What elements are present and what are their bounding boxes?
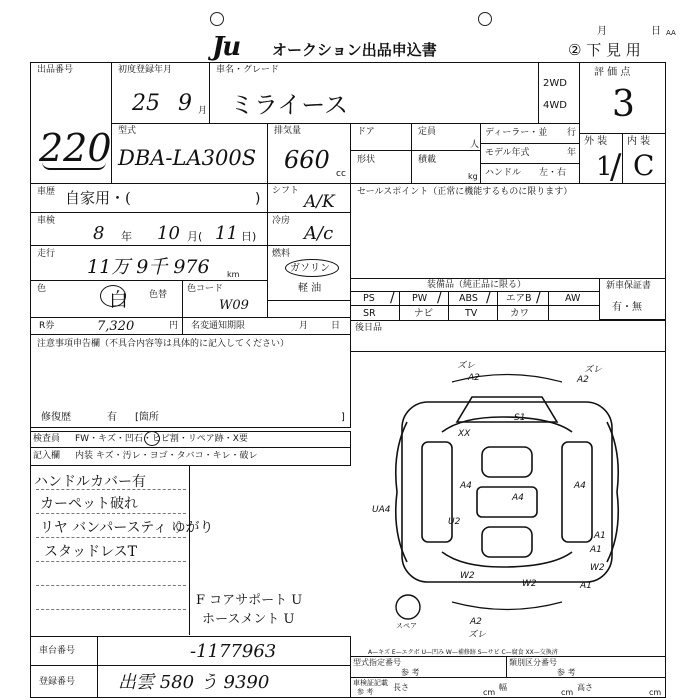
damage-mark: A2 <box>577 375 589 385</box>
damage-mark: ズレ <box>584 365 603 375</box>
car-name-cell[interactable]: 車名・グレード ミライース <box>209 62 539 124</box>
dealer-cell[interactable]: ディーラー・並 行 <box>480 123 580 144</box>
remark-line: ハンドルカバー有 <box>34 474 146 490</box>
model-cell[interactable]: 型式 DBA-LA300S <box>111 123 268 184</box>
recycle-cell[interactable]: R券 7,320 円 <box>30 317 183 335</box>
equip-check-mark: / <box>437 290 442 306</box>
vehicle-diagram[interactable] <box>352 352 666 650</box>
remark-line: カーペット破れ <box>40 496 138 512</box>
equip-pw[interactable]: PW <box>399 291 449 306</box>
equip-check-mark: / <box>390 290 395 306</box>
reg-value: 出雲 580 う 9390 <box>118 672 270 693</box>
day-label: 日 <box>651 26 661 37</box>
damage-mark: XX <box>458 429 471 439</box>
grade-cell[interactable]: 評 価 点 3 <box>579 62 666 134</box>
inspection-month: 10 <box>157 223 180 244</box>
equip-abs[interactable]: ABS <box>448 291 498 306</box>
ac-cell[interactable]: 冷房 A/c <box>267 212 351 246</box>
shape-cell[interactable]: 形状 <box>350 150 412 184</box>
displacement-value: 660 <box>284 146 330 174</box>
damage-legend: A—キズ E—エクボ U—凹み W—補修跡 S—サビ C—腐食 XX—交換済 <box>368 649 558 656</box>
equip-leather[interactable]: カワ <box>497 305 549 321</box>
equipment-grid <box>350 291 600 321</box>
interior-grade-cell[interactable]: 内 装 C <box>622 133 666 184</box>
header <box>0 26 700 62</box>
equip-check-mark: / <box>536 290 541 306</box>
remarks-area[interactable] <box>30 465 214 635</box>
damage-mark: W2 <box>460 571 475 581</box>
equip-ps[interactable]: PS <box>350 291 400 306</box>
recycle-value: 7,320 <box>97 319 135 334</box>
mileage-cell[interactable]: 走行 11万 9千 976 km <box>30 245 268 281</box>
drive-cell[interactable]: 2WD 4WD <box>538 62 580 124</box>
first-reg-month: 9 <box>178 91 192 116</box>
category-cell[interactable]: 類別区分番号 参 考 <box>506 656 666 678</box>
notes-cell[interactable]: 注意事項申告欄（不具合内容等は具体的に記入してください） 修復歴 有 [箇所 ] <box>30 334 351 428</box>
damage-mark: A1 <box>580 581 592 591</box>
handle-cell[interactable]: ハンドル 左・右 <box>480 163 580 184</box>
reg-value-cell[interactable] <box>97 665 351 698</box>
model-year-cell[interactable]: モデル年式 年 <box>480 143 580 164</box>
inspector-mark-circle <box>144 431 160 446</box>
remark-line: スタッドレスT <box>44 544 137 560</box>
spare-tire-icon <box>396 595 420 619</box>
lot-number-value: 220 <box>39 126 112 170</box>
exterior-grade-value: 1 <box>596 152 613 182</box>
damage-mark: ズレ <box>457 361 476 371</box>
binder-hole <box>478 12 492 26</box>
history-value: 自家用・( <box>65 189 131 207</box>
car-outline <box>396 375 619 610</box>
damage-mark: A4 <box>512 493 524 503</box>
damage-mark: W2 <box>590 563 605 573</box>
chassis-label-cell: 車台番号 <box>30 636 98 666</box>
copy-label: ② 下 見 用 <box>568 41 641 59</box>
interior-grade-value: C <box>633 149 655 182</box>
equip-aw[interactable]: AW <box>548 291 600 306</box>
damage-mark: A4 <box>460 481 472 491</box>
inspection-day: 11 <box>215 223 238 244</box>
equip-sr[interactable]: SR <box>350 305 400 321</box>
shift-cell[interactable]: シフト A/K <box>267 183 351 213</box>
chassis-value: -1177963 <box>190 641 277 662</box>
lot-number-underline <box>42 162 106 170</box>
inspector-row1[interactable]: 検査員 FW・キズ・凹石・ヒビ割・リペア跡・X要 <box>30 431 351 448</box>
sales-point-cell[interactable]: セールスポイント（正常に機能するものに限ります） <box>350 183 666 279</box>
remark-line: F コアサポート U <box>196 593 303 608</box>
damage-mark: A4 <box>574 481 586 491</box>
month-label: 月 <box>597 26 607 37</box>
binder-hole <box>210 12 224 26</box>
name-change-cell[interactable]: 名変通知期限 月 日 <box>182 317 351 335</box>
auction-logo: Ju <box>212 32 240 62</box>
exterior-grade-cell[interactable]: 外 装 1 <box>579 133 623 184</box>
grade-slash: / <box>610 147 622 187</box>
color-code-value: W09 <box>219 298 249 313</box>
displacement-cell[interactable]: 排気量 660 cc <box>267 123 351 184</box>
remark-line: ホースメント U <box>202 612 295 627</box>
fuel-cell[interactable]: 燃料 ガソリン 軽 油 <box>267 245 351 301</box>
damage-mark: S1 <box>514 413 526 423</box>
damage-mark: ズレ <box>468 630 487 640</box>
equip-airbag[interactable]: エアB <box>497 291 549 306</box>
type-designation-cell[interactable]: 型式指定番号 参 考 <box>350 656 507 678</box>
chassis-value-cell[interactable] <box>97 636 351 666</box>
first-reg-year: 25 <box>132 91 160 116</box>
damage-mark: UA4 <box>372 505 391 515</box>
ac-value: A/c <box>304 223 334 244</box>
capacity-cell[interactable]: 定員 人 <box>411 123 481 151</box>
lot-number-cell[interactable]: 出品番号 220 <box>30 62 112 184</box>
damage-mark: A1 <box>590 545 602 555</box>
equipment-header: 装備品（純正品に限る） <box>350 278 600 292</box>
spare-label: スペア <box>396 622 417 630</box>
color-value: 白 <box>109 289 129 311</box>
mileage-value: 11万 9千 976 <box>87 256 210 278</box>
damage-mark: U2 <box>448 517 461 527</box>
damage-mark: A2 <box>470 617 482 627</box>
history-cell[interactable]: 車歴 自家用・( ) <box>30 183 268 213</box>
car-name-value: ミライース <box>230 91 349 119</box>
inspector-row2[interactable]: 記入欄 内装 キズ・汚レ・ヨゴ・タバコ・キレ・破レ <box>30 447 351 466</box>
extra-remarks-area[interactable] <box>190 580 350 636</box>
equip-navi[interactable]: ナビ <box>399 305 449 321</box>
color-circle <box>100 285 126 307</box>
color-cell[interactable]: 色 白 色替 <box>30 280 183 318</box>
fuel-circle <box>285 259 339 277</box>
load-cell[interactable]: 積載 kg <box>411 150 481 184</box>
equip-tv[interactable]: TV <box>448 305 498 321</box>
first-reg-cell[interactable]: 初度登録年月 25 9 月 <box>111 62 210 124</box>
grade-value: 3 <box>612 84 635 125</box>
color-code-cell[interactable]: 色コード W09 <box>182 280 268 318</box>
damage-mark: A2 <box>468 373 480 383</box>
reg-label-cell: 登録番号 <box>30 665 98 698</box>
form-title: オークション出品申込書 <box>272 41 437 59</box>
model-value: DBA-LA300S <box>118 146 257 170</box>
vin-size-cell[interactable]: 車検証記載 参 考 長さ cm 幅 cm 高さ cm <box>350 677 666 698</box>
inspection-year: 8 <box>93 223 105 244</box>
shift-value: A/K <box>304 192 335 212</box>
damage-mark: A1 <box>594 531 606 541</box>
damage-mark: W2 <box>522 579 537 589</box>
aa-label: AA <box>666 29 676 37</box>
equip-check-mark: / <box>486 290 491 306</box>
door-cell[interactable]: ドア <box>350 123 412 151</box>
aftermarket-cell[interactable]: 後日品 <box>350 320 666 352</box>
inspection-cell[interactable]: 車検 8 年 10 月( 11 日) <box>30 212 268 246</box>
remark-line: リヤ バンパースティ ゆがり <box>40 520 214 536</box>
new-car-warranty-cell[interactable]: 新車保証書 有・無 <box>599 278 666 320</box>
